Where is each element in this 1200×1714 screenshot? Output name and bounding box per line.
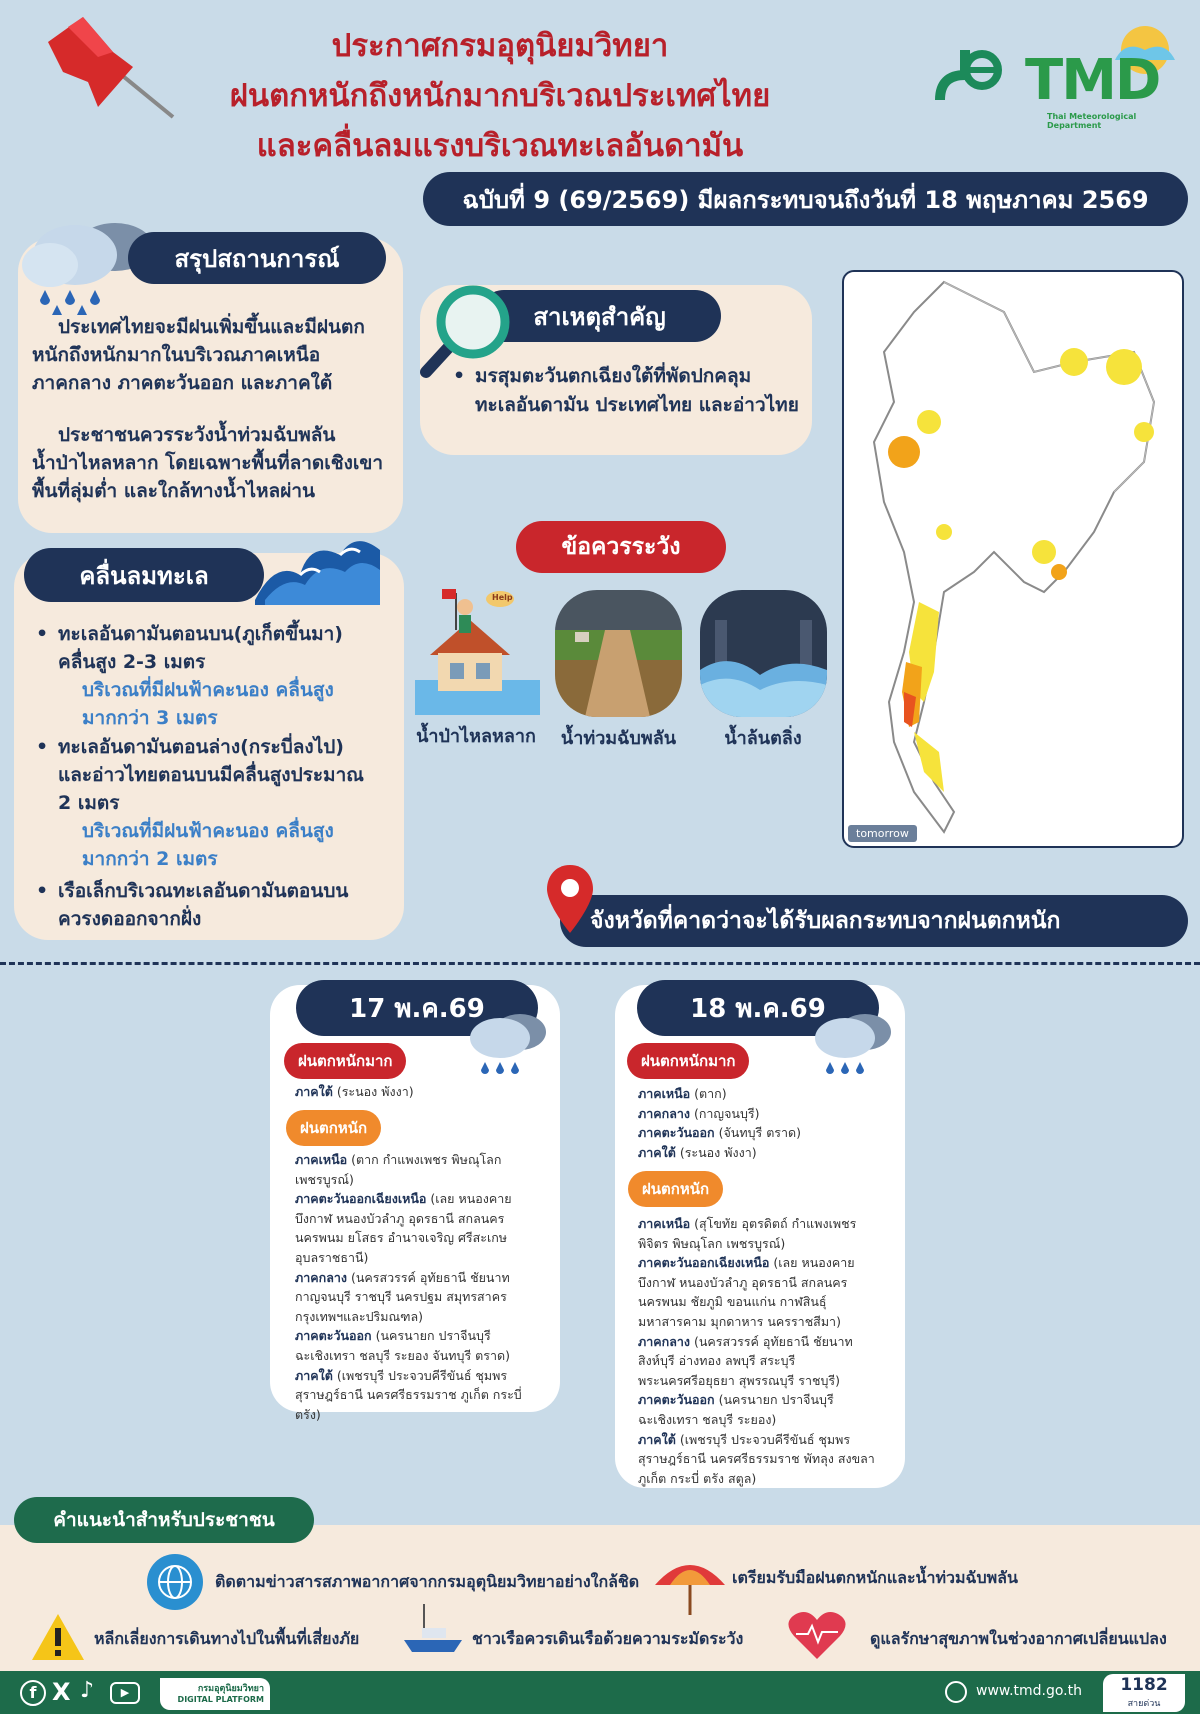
waves-b3-l1: • เรือเล็กบริเวณทะเลอันดามันตอนบน (58, 877, 348, 905)
waves-b2-s2: มากกว่า 2 เมตร (82, 848, 218, 870)
list-item: ภาคตะวันออก (จันทบุรี ตราด) (638, 1125, 802, 1141)
flash-flood-icon (410, 585, 540, 719)
title-line-3: และคลื่นลมแรงบริเวณทะเลอันดามัน (256, 128, 744, 164)
summary-p2-l2: น้ำป่าไหลหลาก โดยเฉพาะพื้นที่ลาดเชิงเขา (32, 452, 384, 474)
ministry-logo (920, 30, 1020, 130)
title-line-1: ประกาศกรมอุตุนิยมวิทยา (331, 28, 669, 64)
flash-flood-image (555, 590, 682, 717)
summary-p2-l1: ประชาชนควรระวังน้ำท่วมฉับพลัน (58, 424, 336, 446)
location-pin-icon (545, 863, 595, 939)
waves-b2-l1: • ทะเลอันดามันตอนล่าง(กระบี่ลงไป) (58, 733, 344, 761)
help-sign-text: Help (492, 593, 513, 602)
waves-b1-l2: คลื่นสูง 2-3 เมตร (58, 651, 206, 673)
day1-very-heavy-list (295, 1082, 545, 1102)
waves-b2-l2: และอ่าวไทยตอนบนมีคลื่นสูงประมาณ (58, 764, 364, 786)
title-line-2: ฝนตกหนักถึงหนักมากบริเวณประเทศไทย (229, 78, 771, 114)
cause-line-1: • มรสุมตะวันตกเฉียงใต้ที่พัดปกคลุม (475, 362, 751, 390)
waves-heading-text: คลื่นลมทะเล (79, 561, 209, 590)
advice-5: ดูแลรักษาสุขภาพในช่วงอากาศเปลี่ยนแปลง (870, 1629, 1167, 1648)
day2-very-heavy-list (638, 1084, 888, 1162)
hotline-number: 1182 (1120, 1675, 1168, 1695)
wave-icon (255, 530, 385, 614)
day1-date-text: 17 พ.ค.69 (349, 993, 485, 1024)
cause-heading-text: สาเหตุสำคัญ (533, 302, 666, 331)
x-icon[interactable]: X (52, 1678, 71, 1706)
website-globe-icon (945, 1681, 967, 1703)
divider-dashed (0, 962, 1200, 965)
hotline-badge (1103, 1674, 1185, 1712)
advice-4: ชาวเรือควรเดินเรือด้วยความระมัดระวัง (472, 1629, 744, 1648)
umbrella-icon (650, 1550, 730, 1624)
issue-banner (423, 172, 1188, 226)
waves-heading (24, 548, 264, 602)
list-item: ภาคเหนือ (สุโขทัย อุตรดิตถ์ กำแพงเพชร พิจิตร พิษณุโลก เพชรบูรณ์) (638, 1216, 857, 1251)
list-item: ภาคกลาง (นครสวรรค์ อุทัยธานี ชัยนาท สิงห์บุรี อ่างทอง ลพบุรี สระบุรี พระนครศรีอยุธยา สุพรรณบุรี ราชบุรี) (638, 1333, 853, 1388)
caution-label-1: น้ำท่วมฉับพลัน (560, 728, 677, 749)
caution-label-0: น้ำป่าไหลหลาก (416, 726, 536, 747)
globe-icon (145, 1552, 205, 1616)
list-item: ภาคเหนือ (ตาก) (638, 1086, 727, 1101)
list-item: ภาคตะวันออก (นครนายก ปราจีนบุรี ฉะเชิงเทรา ชลบุรี ระยอง จันทบุรี ตราด) (295, 1328, 510, 1363)
day2-tag-heavy: ฝนตกหนัก (628, 1171, 723, 1207)
summary-p2-l3: พื้นที่ลุ่มต่ำ และใกล้ทางน้ำไหลผ่าน (32, 480, 315, 502)
summary-heading-text: สรุปสถานการณ์ (174, 244, 340, 273)
list-item: ภาคกลาง (กาญจนบุรี) (638, 1105, 760, 1121)
youtube-icon[interactable]: ▶ (110, 1682, 140, 1704)
waves-b1-s1: บริเวณที่มีฝนฟ้าคะนอง คลื่นสูง (82, 679, 334, 701)
advice-3: หลีกเลี่ยงการเดินทางไปในพื้นที่เสี่ยงภัย (94, 1629, 360, 1648)
day1-heavy-list (295, 1150, 545, 1424)
list-item: ภาคใต้ (ระนอง พังงา) (638, 1144, 757, 1160)
day2-rain-cloud-icon (805, 1010, 895, 1084)
issue-text: ฉบับที่ 9 (69/2569) มีผลกระทบจนถึงวันที่ 18 พฤษภาคม 2569 (462, 185, 1149, 214)
day1-rain-cloud-icon (460, 1010, 550, 1084)
list-item: ภาคตะวันออกเฉียงเหนือ (เลย หนองคาย บึงกาฬ หนองบัวลำภู อุดรธานี สกลนคร นครพนม ชัยภูมิ ขอนแก่น กาฬสินธุ์ มหาสารคาม มุกดาหาร นครราชสีมา) (638, 1255, 855, 1329)
day2-date-text: 18 พ.ค.69 (690, 993, 826, 1024)
tmd-logo-subtext: Thai Meteorological Department (1047, 112, 1137, 130)
tmd-logo-text: TMD (1025, 48, 1160, 113)
riverbank-overflow-image (700, 590, 827, 717)
cause-line-2: ทะเลอันดามัน ประเทศไทย และอ่าวไทย (475, 394, 799, 416)
list-item: ภาคใต้ (เพชรบุรี ประจวบคีรีขันธ์ ชุมพร สุราษฎร์ธานี นครศรีธรรมราช พัทลุง สงขลา ภูเก็ต กระบี่ ตรัง สตูล) (638, 1431, 875, 1486)
platform-line-2: DIGITAL PLATFORM (177, 1695, 264, 1704)
health-heart-icon (772, 1604, 862, 1666)
digital-platform-badge (160, 1678, 270, 1710)
platform-line-1: กรมอุตุนิยมวิทยา (197, 1684, 264, 1694)
boat-icon (400, 1600, 466, 1664)
list-item: ภาคตะวันออกเฉียงเหนือ (เลย หนองคาย บึงกาฬ หนองบัวลำภู อุดรธานี สกลนคร นครพนม ยโสธร อำนาจเจริญ ศรีสะเกษ อุบลราชธานี) (295, 1191, 512, 1265)
provinces-heading-text: จังหวัดที่คาดว่าจะได้รับผลกระทบจากฝนตกหนัก (590, 908, 1061, 934)
day1-tag-very-heavy: ฝนตกหนักมาก (284, 1043, 406, 1079)
advice-1: ติดตามข่าวสารสภาพอากาศจากกรมอุตุนิยมวิทยาอย่างใกล้ชิด (215, 1572, 640, 1591)
waves-b1-s2: มากกว่า 3 เมตร (82, 707, 218, 729)
caution-heading (516, 521, 726, 573)
hotline-sub: สายด่วน (1127, 1699, 1161, 1709)
waves-b1-l1: • ทะเลอันดามันตอนบน(ภูเก็ตขึ้นมา) (58, 620, 343, 648)
day2-tag-very-heavy: ฝนตกหนักมาก (627, 1043, 749, 1079)
summary-p1-l1: ประเทศไทยจะมีฝนเพิ่มขึ้นและมีฝนตก (58, 316, 365, 338)
advice-heading (14, 1497, 314, 1543)
waves-b2-s1: บริเวณที่มีฝนฟ้าคะนอง คลื่นสูง (82, 820, 334, 842)
tmd-logo (1025, 20, 1185, 130)
warning-icon (30, 1612, 86, 1666)
thailand-rain-map (842, 270, 1184, 848)
summary-p1-l2: หนักถึงหนักมากในบริเวณภาคเหนือ (32, 344, 321, 366)
day2-heavy-list (638, 1214, 888, 1488)
day1-tag-heavy: ฝนตกหนัก (286, 1110, 381, 1146)
advice-heading-text: คำแนะนำสำหรับประชาชน (53, 1509, 275, 1531)
waves-b2-l3: 2 เมตร (58, 792, 120, 814)
map-watermark: tomorrow (848, 825, 917, 842)
summary-heading (128, 232, 386, 284)
list-item: ภาคกลาง (นครสวรรค์ อุทัยธานี ชัยนาท กาญจนบุรี ราชบุรี นครปฐม สมุทรสาคร กรุงเทพฯและปริมณฑล) (295, 1269, 510, 1324)
website-link[interactable]: www.tmd.go.th (976, 1683, 1082, 1699)
provinces-heading (560, 895, 1188, 947)
list-item: ภาคใต้ (ระนอง พังงา) (295, 1084, 414, 1099)
waves-b3-l2: ควรงดออกจากฝั่ง (58, 908, 202, 930)
list-item: ภาคตะวันออก (นครนายก ปราจีนบุรี ฉะเชิงเทรา ชลบุรี ระยอง) (638, 1392, 834, 1427)
caution-heading-text: ข้อควรระวัง (561, 534, 681, 560)
tiktok-icon[interactable]: ♪ (80, 1678, 95, 1703)
caution-label-2: น้ำล้นตลิ่ง (724, 728, 802, 749)
advice-2: เตรียมรับมือฝนตกหนักและน้ำท่วมฉับพลัน (732, 1568, 1018, 1587)
facebook-icon[interactable]: f (20, 1680, 46, 1706)
list-item: ภาคใต้ (เพชรบุรี ประจวบคีรีขันธ์ ชุมพร สุราษฎร์ธานี นครศรีธรรมราช ภูเก็ต กระบี่ ตรัง) (295, 1367, 522, 1422)
summary-p1-l3: ภาคกลาง ภาคตะวันออก และภาคใต้ (32, 372, 333, 394)
list-item: ภาคเหนือ (ตาก กำแพงเพชร พิษณุโลก เพชรบูรณ์) (295, 1152, 502, 1187)
